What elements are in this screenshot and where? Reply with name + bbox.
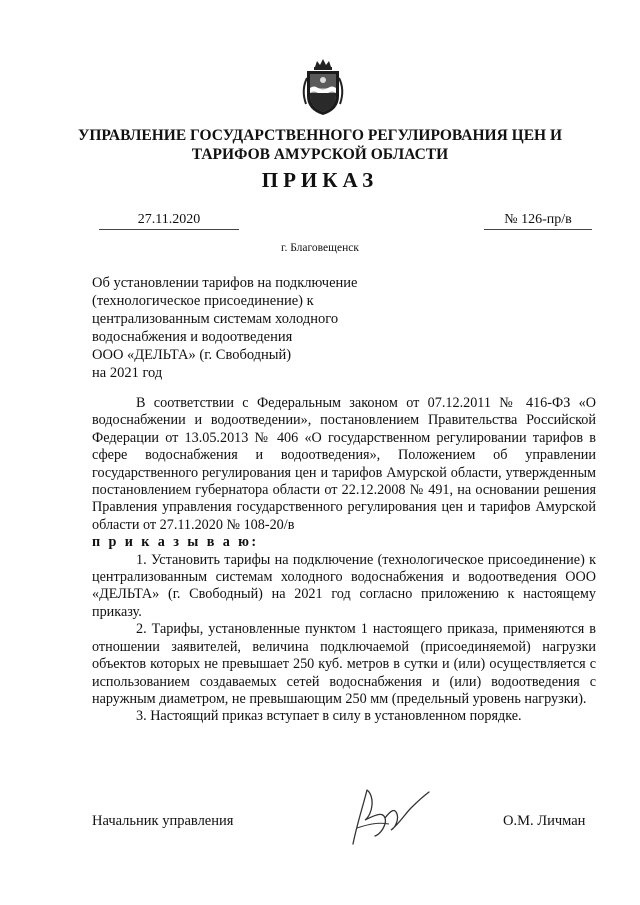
order-item: 3. Настоящий приказ вступает в силу в установленном порядке. [136,708,522,725]
subject-line: Об установлении тарифов на подключение [92,275,358,291]
city-label: г. Благовещенск [281,242,359,254]
preamble-paragraph: В соответствии с Федеральным законом от 07.12.2011 № 416-ФЗ «О водоснабжении и водоотведении», постановлением Правительства Российской Федерации от 13.05.2013 № 406 «О государственном регулировании тарифов в сфере водоснабжения и водоотведения», Положением об управлении государственного регулирования цен и тарифов Амурской области, утвержденным постановлением губернатора области от 22.12.2008 № 491, на основании решения Правления управления государственного регулирования цен и тарифов Амурской области от 27.11.2020 № 108-20/в [92,395,596,533]
organization-title [60,126,580,164]
order-keyword: п р и к а з ы в а ю: [92,534,259,551]
date-underline [99,229,239,230]
signatory-position: Начальник управления [92,813,234,829]
subject-line: централизованным системам холодного [92,311,339,327]
handwritten-signature-icon [345,784,440,854]
coat-of-arms-icon [298,58,348,118]
subject-line: ООО «ДЕЛЬТА» (г. Свободный) [92,347,292,363]
signatory-name: О.М. Личман [503,813,586,829]
subject-line: (технологическое присоединение) к [92,293,314,309]
order-number: № 126-пр/в [504,212,572,227]
document-type-title: ПРИКАЗ [261,168,379,192]
order-date: 27.11.2020 [137,212,201,227]
number-underline [484,229,592,230]
order-item: 2. Тарифы, установленные пунктом 1 настоящего приказа, применяются в отношении заявителей, величина подключаемой (присоединяемой) нагрузки объектов которых не превышает 250 куб. метров в сутки и (или) осуществляется с использованием создаваемых сетей водоснабжения и (или) водоотведения с наружным диаметром, не превышающим 250 мм (предельный уровень нагрузки). [92,621,596,707]
organization-title-line: УПРАВЛЕНИЕ ГОСУДАРСТВЕННОГО РЕГУЛИРОВАНИЯ ЦЕН И [77,127,563,144]
subject-line: на 2021 год [92,365,163,381]
organization-title-line: ТАРИФОВ АМУРСКОЙ ОБЛАСТИ [191,146,449,163]
subject-line: водоснабжения и водоотведения [92,329,293,345]
order-body [92,395,596,726]
order-item: 1. Установить тарифы на подключение (технологическое присоединение) к централизованным системам холодного водоснабжения и водоотведения ООО «ДЕЛЬТА» (г. Свободный) на 2021 год согласно приложению к настоящему приказу. [92,551,596,620]
order-subject [92,274,392,382]
